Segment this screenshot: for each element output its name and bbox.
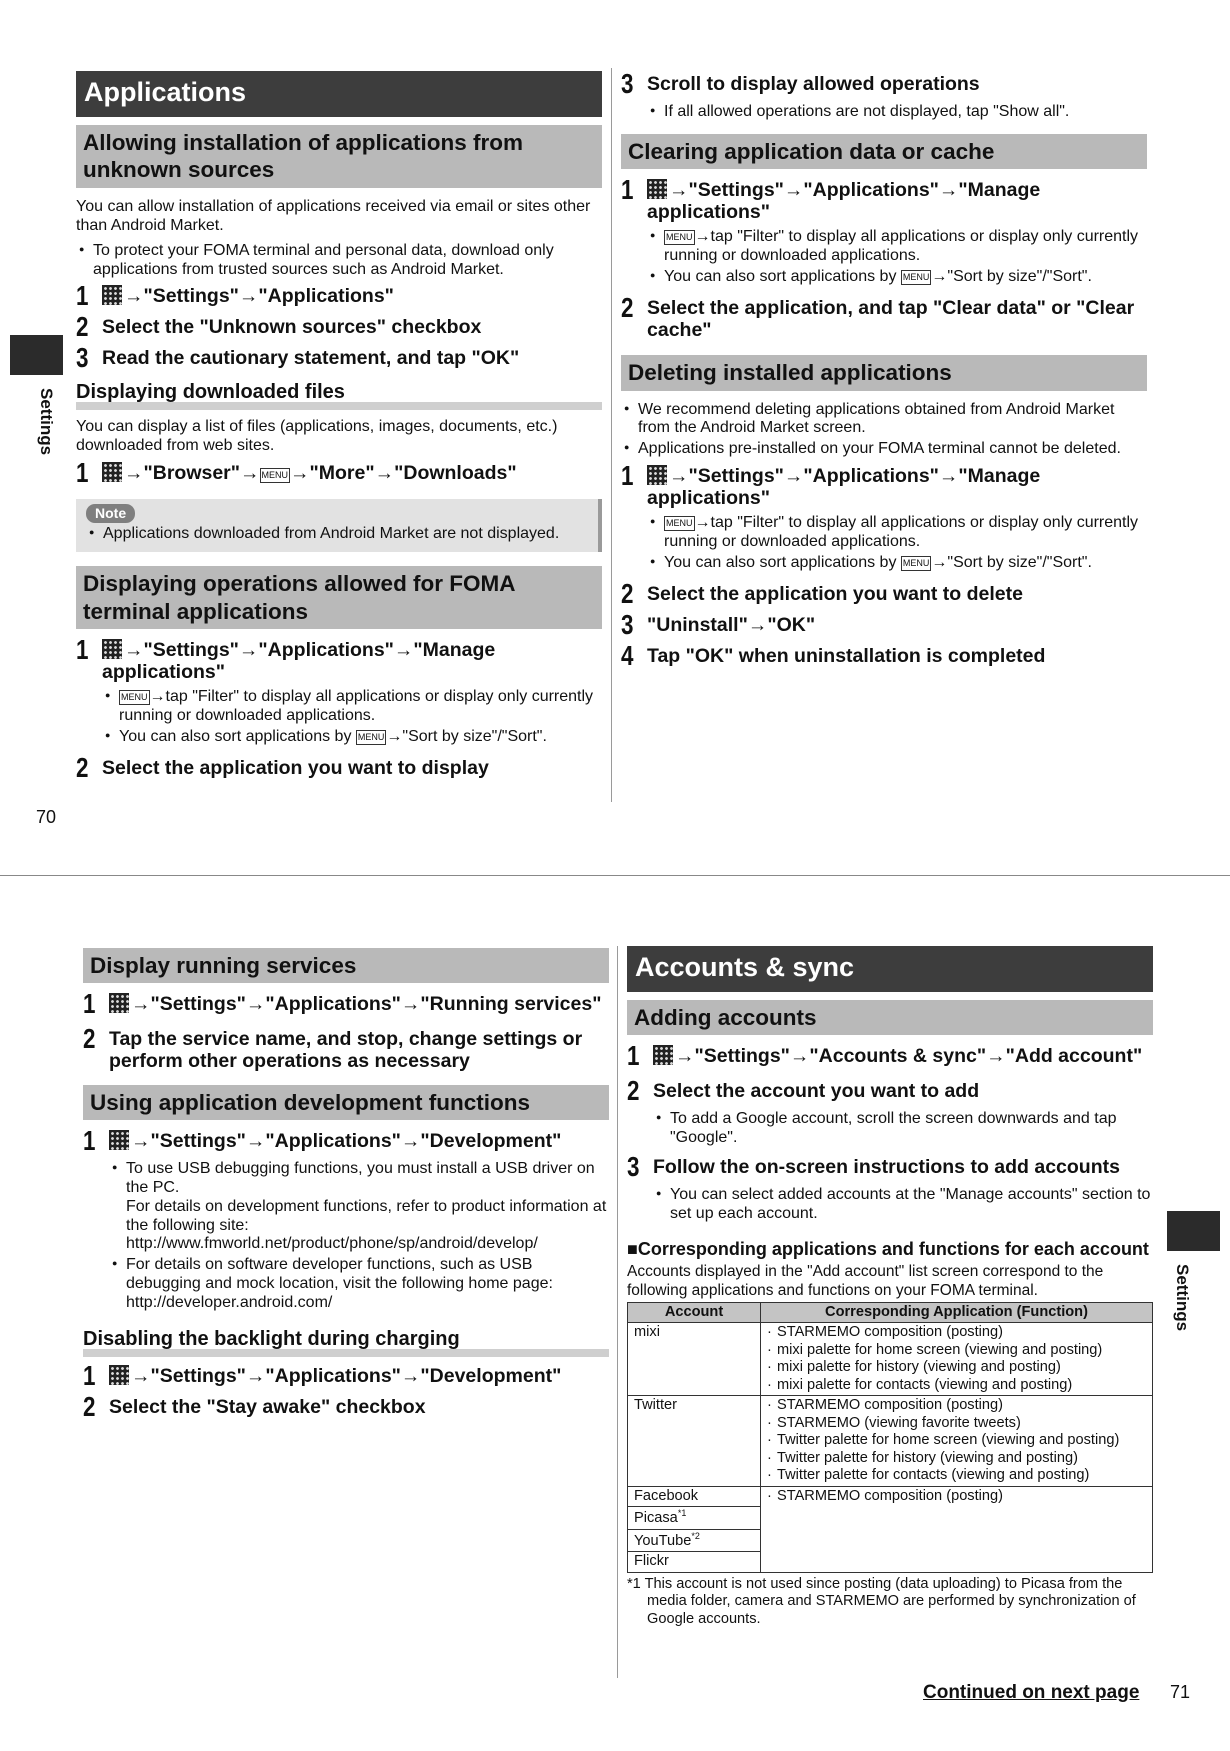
side-label: Settings xyxy=(1173,1264,1192,1332)
table-header: Corresponding Application (Function) xyxy=(761,1302,1153,1323)
step-number: 1 xyxy=(621,460,634,492)
step-number: 1 xyxy=(621,174,634,206)
apps-menu-icon xyxy=(647,465,667,485)
account-name: YouTube xyxy=(634,1532,692,1549)
function-item: · Twitter palette for home screen (viewing and posting) xyxy=(767,1432,1146,1450)
bullet xyxy=(102,728,602,747)
step-number: 1 xyxy=(83,1124,96,1156)
subheading-text: Corresponding applications and functions for each account xyxy=(637,1238,1149,1259)
step-number: 2 xyxy=(621,577,634,609)
apps-menu-icon xyxy=(109,1130,129,1150)
function-item: · STARMEMO composition (posting) xyxy=(767,1488,1146,1506)
bullet-text: You can also sort applications by xyxy=(664,268,901,286)
bullet: ● To add a Google account, scroll the screen downwards and tap "Google". xyxy=(653,1110,1153,1148)
step-text: Select the "Unknown sources" checkbox xyxy=(102,316,482,339)
step xyxy=(627,1075,1153,1107)
step xyxy=(621,174,1147,224)
step-text: →"Settings"→"Accounts & sync"→"Add account" xyxy=(675,1045,1143,1068)
table-cell: mixi xyxy=(628,1323,761,1396)
bullet-text: →"Sort by size"/"Sort". xyxy=(931,268,1092,286)
table-row xyxy=(628,1323,1153,1396)
section-heading: Adding accounts xyxy=(627,1000,1153,1035)
p71-left-column xyxy=(83,948,609,1426)
step xyxy=(621,608,1147,640)
step-text: Read the cautionary statement, and tap "OK" xyxy=(102,347,520,370)
step-text: Tap the service name, and stop, change settings or perform other operations as necessary xyxy=(109,1028,583,1073)
step-number: 4 xyxy=(621,639,634,671)
step xyxy=(76,751,602,783)
page-separator xyxy=(0,875,1230,876)
step xyxy=(76,457,602,489)
step-number: 3 xyxy=(621,608,634,640)
step-text: →"Browser"→ xyxy=(124,462,260,485)
step xyxy=(621,292,1147,342)
step-number: 1 xyxy=(83,1359,96,1391)
bullet: ● If all allowed operations are not displayed, tap "Show all". xyxy=(647,103,1147,122)
step xyxy=(83,1124,609,1156)
bullet-text: →"Sort by size"/"Sort". xyxy=(386,728,547,746)
step xyxy=(83,1359,609,1391)
p70-right-column xyxy=(621,68,1147,675)
table-cell: Facebook xyxy=(628,1486,761,1507)
step-text: →"Settings"→"Applications"→"Development" xyxy=(131,1129,562,1152)
step-text: Select the application you want to display xyxy=(102,756,489,779)
table-cell xyxy=(761,1323,1153,1396)
table-header-row xyxy=(628,1302,1153,1323)
step xyxy=(627,1040,1153,1072)
step-text: Tap "OK" when uninstallation is completed xyxy=(647,644,1046,667)
section-heading: Using application development functions xyxy=(83,1085,609,1120)
page-number: 71 xyxy=(1170,1682,1191,1702)
footnote: *1 This account is not used since posting (data uploading) to Picasa from the media folder, camera and STARMEMO are performed by synchronization of Google accounts. xyxy=(627,1575,1136,1627)
step xyxy=(83,1023,609,1073)
step xyxy=(76,280,602,312)
step-number: 1 xyxy=(627,1040,640,1072)
bullet-text: You can also sort applications by xyxy=(119,728,356,746)
menu-key-icon: MENU xyxy=(119,690,150,705)
table-cell: Flickr xyxy=(628,1552,761,1573)
step-text: Select the account you want to add xyxy=(653,1080,980,1103)
paragraph: You can allow installation of applications received via email or sites other than Android Market. xyxy=(76,197,591,234)
apps-menu-icon xyxy=(109,1365,129,1385)
step-number: 2 xyxy=(76,311,89,343)
step xyxy=(621,577,1147,609)
footnote-ref: *2 xyxy=(691,1530,700,1541)
step-number: 3 xyxy=(627,1151,640,1183)
table-cell xyxy=(628,1507,761,1529)
side-tab xyxy=(10,335,63,375)
bullet: ● We recommend deleting applications obtained from Android Market from the Android Market screen. xyxy=(621,401,1147,439)
column-divider xyxy=(611,68,612,802)
footnote-ref: *1 xyxy=(677,1508,687,1519)
apps-menu-icon xyxy=(647,179,667,199)
apps-menu-icon xyxy=(653,1045,673,1065)
step-text: →"Settings"→"Applications" xyxy=(124,285,394,308)
function-item: · mixi palette for contacts (viewing and posting) xyxy=(767,1377,1146,1395)
side-label: Settings xyxy=(37,388,56,456)
step-text: Select the "Stay awake" checkbox xyxy=(109,1395,426,1418)
section-heading: Allowing installation of applications from unknown sources xyxy=(76,125,602,188)
step-number: 3 xyxy=(621,68,634,99)
bullet-text: →"Sort by size"/"Sort". xyxy=(931,553,1092,571)
side-tab xyxy=(1167,1211,1220,1251)
table-cell xyxy=(761,1396,1153,1487)
section-heading: Displaying operations allowed for FOMA terminal applications xyxy=(76,566,602,629)
table-cell xyxy=(628,1529,761,1551)
menu-key-icon: MENU xyxy=(664,516,695,531)
paragraph: Accounts displayed in the "Add account" list screen correspond to the following applications and functions on your FOMA terminal. xyxy=(627,1263,1104,1299)
page-title: Applications xyxy=(76,71,602,117)
step xyxy=(76,634,602,684)
subheading xyxy=(627,1238,1153,1261)
apps-menu-icon xyxy=(102,462,122,482)
table-header: Account xyxy=(628,1302,761,1323)
step-text: →"More"→"Downloads" xyxy=(290,462,517,485)
step-number: 1 xyxy=(76,280,89,312)
menu-key-icon: MENU xyxy=(901,556,932,571)
step xyxy=(627,1151,1153,1183)
p71-right-column xyxy=(627,946,1153,1628)
step xyxy=(621,639,1147,671)
step-number: 2 xyxy=(627,1075,640,1107)
bullet-text: →tap "Filter" to display all applications or display only currently running or downloaded applications. xyxy=(664,228,1139,265)
bullet xyxy=(102,688,602,726)
bullet: ● You can select added accounts at the "Manage accounts" section to set up each account. xyxy=(653,1186,1153,1224)
square-bullet-icon: ■ xyxy=(627,1238,638,1259)
function-item: · mixi palette for home screen (viewing and posting) xyxy=(767,1342,1146,1360)
subsection-heading: Disabling the backlight during charging xyxy=(83,1329,609,1357)
apps-menu-icon xyxy=(102,639,122,659)
section-heading: Display running services xyxy=(83,948,609,983)
step-text: "Uninstall"→"OK" xyxy=(647,613,816,636)
subsection-heading: Displaying downloaded files xyxy=(76,382,602,410)
bullet: ● For details on software developer functions, such as USB debugging and mock location, visit the following home page: xyxy=(109,1256,609,1294)
step-number: 1 xyxy=(83,988,96,1020)
apps-menu-icon xyxy=(109,993,129,1013)
function-item: · STARMEMO composition (posting) xyxy=(767,1324,1146,1342)
menu-key-icon: MENU xyxy=(901,270,932,285)
function-item: · Twitter palette for history (viewing and posting) xyxy=(767,1450,1146,1468)
note-box xyxy=(76,499,602,552)
table-row xyxy=(628,1486,1153,1507)
step-text: →"Settings"→"Applications"→"Manage applications" xyxy=(102,639,496,684)
bullet: ● To use USB debugging functions, you must install a USB driver on the PC. xyxy=(109,1160,609,1198)
page-title: Accounts & sync xyxy=(627,946,1153,992)
table-cell: Twitter xyxy=(628,1396,761,1487)
step xyxy=(83,1390,609,1422)
step xyxy=(83,988,609,1020)
step-text: →"Settings"→"Applications"→"Development" xyxy=(131,1364,562,1387)
account-name: Picasa xyxy=(634,1510,678,1527)
p70-left-column xyxy=(76,71,602,787)
column-divider xyxy=(617,946,618,1678)
bullet-text: →tap "Filter" to display all applications or display only currently running or downloaded applications. xyxy=(664,514,1139,551)
menu-key-icon: MENU xyxy=(356,730,387,745)
note-badge: Note xyxy=(86,504,135,522)
step-number: 1 xyxy=(76,634,89,666)
section-heading: Clearing application data or cache xyxy=(621,134,1147,169)
bullet xyxy=(647,268,1147,287)
step-text: Select the application you want to delete xyxy=(647,582,1023,605)
menu-key-icon: MENU xyxy=(664,230,695,245)
step-text: Follow the on-screen instructions to add accounts xyxy=(653,1156,1120,1179)
bullet xyxy=(647,228,1147,266)
step-text: Scroll to display allowed operations xyxy=(647,73,980,95)
step-text: Select the application, and tap "Clear data" or "Clear cache" xyxy=(647,297,1135,342)
step-number: 2 xyxy=(83,1023,96,1055)
step-number: 2 xyxy=(83,1390,96,1422)
url-text: http://www.fmworld.net/product/phone/sp/android/develop/ xyxy=(126,1235,538,1253)
bullet-text: You can also sort applications by xyxy=(664,553,901,571)
function-item: · Twitter palette for contacts (viewing and posting) xyxy=(767,1467,1146,1485)
table-row xyxy=(628,1396,1153,1487)
step-text: →"Settings"→"Applications"→"Running services" xyxy=(131,993,602,1016)
menu-key-icon: MENU xyxy=(260,468,291,483)
bullet xyxy=(647,514,1147,552)
paragraph: For details on development functions, refer to product information at the following site: xyxy=(126,1197,607,1234)
accounts-table xyxy=(627,1302,1153,1573)
bullet: ● Applications pre-installed on your FOMA terminal cannot be deleted. xyxy=(621,440,1147,459)
paragraph: You can display a list of files (applications, images, documents, etc.) downloaded from web sites. xyxy=(76,418,558,455)
section-heading: Deleting installed applications xyxy=(621,355,1147,390)
bullet: ● To protect your FOMA terminal and personal data, download only applications from trusted sources such as Android Market. xyxy=(76,242,602,280)
step-number: 2 xyxy=(621,292,634,323)
url-text: http://developer.android.com/ xyxy=(126,1294,333,1312)
step-text: →"Settings"→"Applications"→"Manage applications" xyxy=(647,179,1041,224)
continued-link[interactable]: Continued on next page xyxy=(923,1682,1140,1703)
step-number: 3 xyxy=(76,342,89,374)
bullet xyxy=(647,554,1147,573)
step xyxy=(621,460,1147,510)
function-item: · mixi palette for history (viewing and posting) xyxy=(767,1359,1146,1377)
step xyxy=(621,68,1147,99)
bullet-text: →tap "Filter" to display all applications or display only currently running or downloaded applications. xyxy=(119,688,594,725)
apps-menu-icon xyxy=(102,285,122,305)
note-text: ● Applications downloaded from Android Market are not displayed. xyxy=(86,525,588,544)
table-cell xyxy=(761,1486,1153,1572)
step-text: →"Settings"→"Applications"→"Manage applications" xyxy=(647,465,1041,510)
step-number: 1 xyxy=(76,457,89,489)
page-number: 70 xyxy=(36,807,57,827)
step-number: 2 xyxy=(76,751,89,783)
function-item: · STARMEMO (viewing favorite tweets) xyxy=(767,1415,1146,1433)
step xyxy=(76,342,602,374)
step xyxy=(76,311,602,343)
function-item: · STARMEMO composition (posting) xyxy=(767,1397,1146,1415)
